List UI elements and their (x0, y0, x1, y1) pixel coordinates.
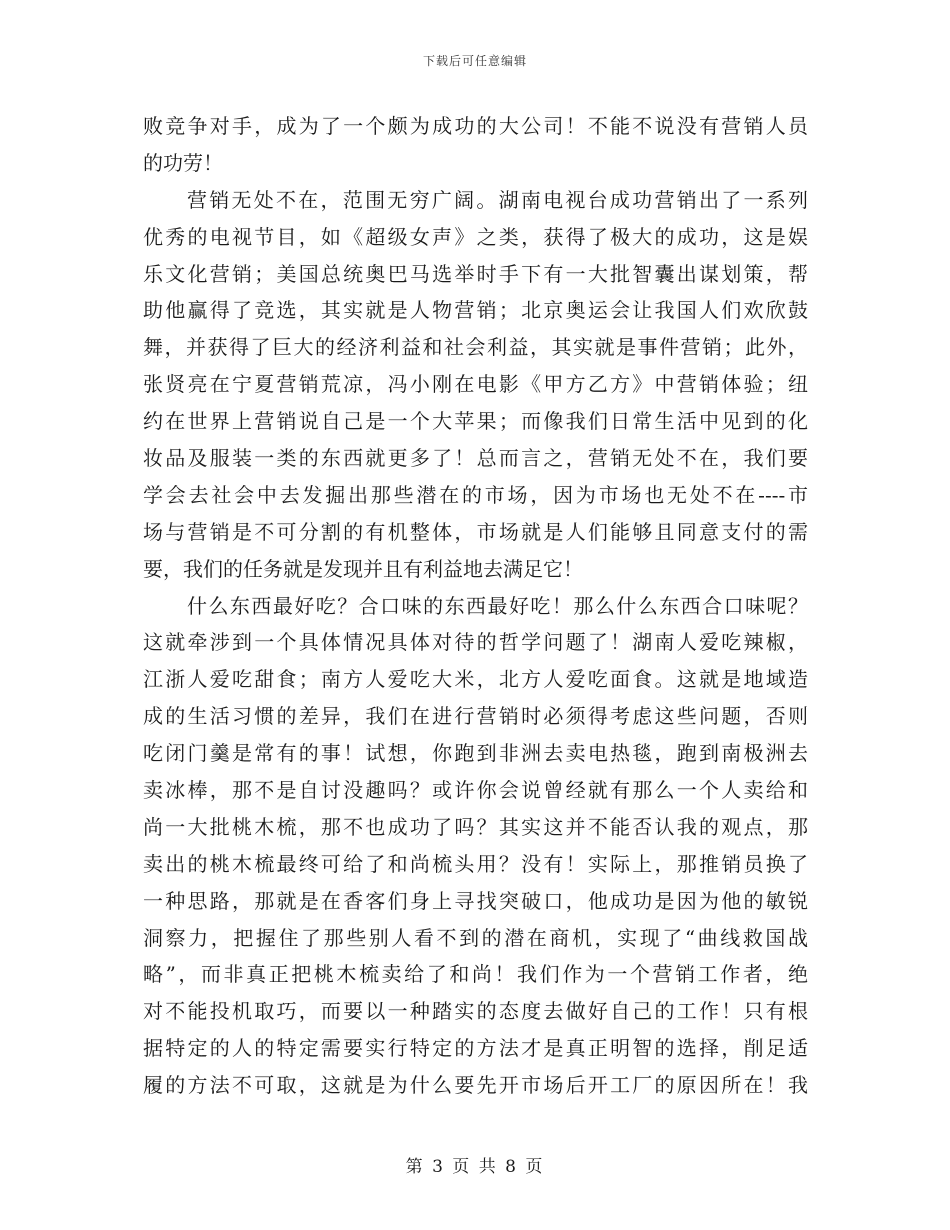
text-line: 江浙人爱吃甜食；南方人爱吃大米，北方人爱吃面食。这就是地域造 (143, 667, 808, 692)
page-header: 下载后可任意编辑 (422, 54, 527, 68)
text-line: 成的生活习惯的差异，我们在进行营销时必须得考虑这些问题，否则 (143, 704, 808, 729)
text-line: 吃闭门羹是常有的事！试想，你跑到非洲去卖电热毯，跑到南极洲去 (143, 741, 808, 766)
text-line: 履的方法不可取，这就是为什么要先开市场后开工厂的原因所在！我 (143, 1073, 808, 1098)
text-line: 尚一大批桃木梳，那不也成功了吗？其实这并不能否认我的观点，那 (143, 814, 808, 839)
text-line: 助他赢得了竞选，其实就是人物营销；北京奥运会让我国人们欢欣鼓 (143, 298, 808, 323)
text-line: 张贤亮在宁夏营销荒凉，冯小刚在电影《甲方乙方》中营销体验；纽 (143, 372, 808, 397)
text-line: 略”，而非真正把桃木梳卖给了和尚！我们作为一个营销工作者，绝 (143, 962, 808, 987)
text-line: 卖出的桃木梳最终可给了和尚梳头用？没有！实际上，那推销员换了 (143, 851, 808, 876)
text-line: 乐文化营销；美国总统奥巴马选举时手下有一大批智囊出谋划策，帮 (143, 261, 808, 286)
text-line: 营销无处不在，范围无穷广阔。湖南电视台成功营销出了一系列 (187, 187, 808, 212)
text-line: 对不能投机取巧，而要以一种踏实的态度去做好自己的工作！只有根 (143, 999, 808, 1024)
text-line: 场与营销是不可分割的有机整体，市场就是人们能够且同意支付的需 (143, 519, 808, 544)
text-line: 什么东西最好吃？合口味的东西最好吃！那么什么东西合口味呢？ (187, 593, 808, 618)
text-line: 舞，并获得了巨大的经济利益和社会利益，其实就是事件营销；此外， (143, 335, 808, 360)
text-line: 约在世界上营销说自己是一个大苹果；而像我们日常生活中见到的化 (143, 409, 808, 434)
text-line: 妆品及服装一类的东西就更多了！总而言之，营销无处不在，我们要 (143, 446, 808, 471)
text-line: 卖冰棒，那不是自讨没趣吗？或许你会说曾经就有那么一个人卖给和 (143, 778, 808, 803)
text-line: 优秀的电视节目，如《超级女声》之类，获得了极大的成功，这是娱 (143, 224, 808, 249)
text-line: 败竞争对手，成为了一个颇为成功的大公司！不能不说没有营销人员 (143, 114, 808, 138)
text-line: 学会去社会中去发掘出那些潜在的市场，因为市场也无处不在----市 (143, 482, 808, 507)
text-line: 的功劳！ (143, 150, 223, 175)
text-line: 一种思路，那就是在香客们身上寻找突破口，他成功是因为他的敏锐 (143, 888, 808, 913)
text-line: 据特定的人的特定需要实行特定的方法才是真正明智的选择，削足适 (143, 1036, 808, 1061)
text-line: 这就牵涉到一个具体情况具体对待的哲学问题了！湖南人爱吃辣椒， (143, 630, 808, 655)
text-line: 洞察力，把握住了那些别人看不到的潜在商机，实现了“曲线救国战 (143, 925, 808, 950)
text-line: 要，我们的任务就是发现并且有利益地去满足它！ (143, 556, 583, 581)
document-body (143, 108, 808, 1104)
page-number-footer: 第 3 页 共 8 页 (405, 1157, 545, 1177)
